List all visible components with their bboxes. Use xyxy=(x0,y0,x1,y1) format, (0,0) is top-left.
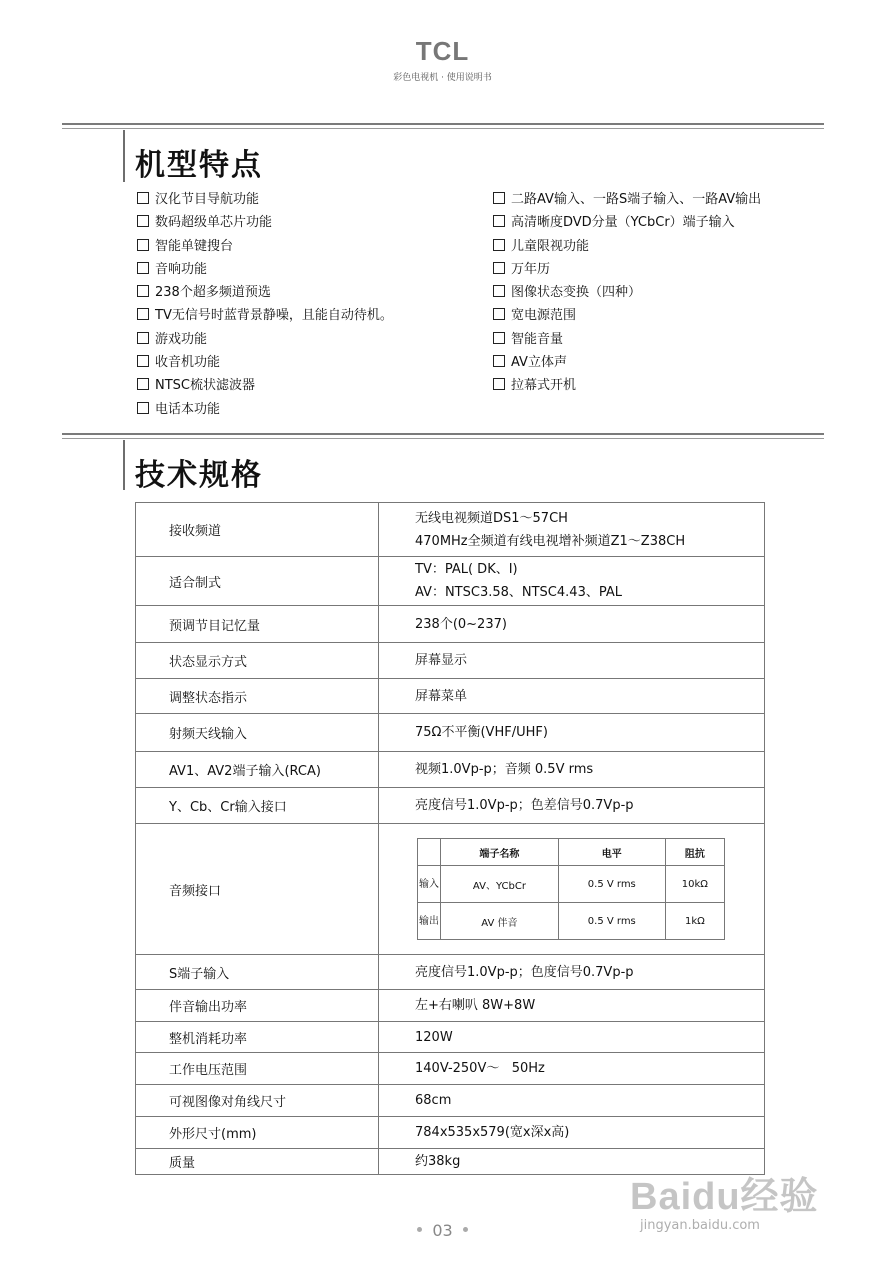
spec-value: 无线电视频道DS1～57CH 470MHz全频道有线电视增补频道Z1～Z38CH xyxy=(379,503,765,557)
spec-value: 亮度信号1.0Vp-p；色差信号0.7Vp-p xyxy=(379,788,765,824)
checkbox-icon xyxy=(493,192,505,204)
table-row xyxy=(136,1117,765,1149)
section-accent-bar xyxy=(123,440,125,490)
feature-item: 数码超级单芯片功能 xyxy=(137,211,393,234)
spec-value: 75Ω不平衡(VHF/UHF) xyxy=(379,714,765,752)
checkbox-icon xyxy=(137,308,149,320)
features-right-column xyxy=(493,188,761,398)
spec-value: 784x535x579(宽x深x高) xyxy=(379,1117,765,1149)
feature-item: 智能单键搜台 xyxy=(137,235,393,258)
table-cell: 1kΩ xyxy=(665,903,724,940)
spec-value: TV：PAL( DK、I) AV：NTSC3.58、NTSC4.43、PAL xyxy=(379,557,765,606)
table-row xyxy=(418,866,725,903)
feature-item: 宽电源范围 xyxy=(493,304,761,327)
checkbox-icon xyxy=(137,262,149,274)
feature-item: 收音机功能 xyxy=(137,351,393,374)
table-cell: 0.5 V rms xyxy=(558,903,665,940)
spec-value: 约38kg xyxy=(379,1149,765,1175)
feature-item: 238个超多频道预选 xyxy=(137,281,393,304)
feature-item: 万年历 xyxy=(493,258,761,281)
spec-value xyxy=(379,824,765,955)
table-row xyxy=(136,503,765,557)
spec-value: 亮度信号1.0Vp-p；色度信号0.7Vp-p xyxy=(379,955,765,990)
table-row xyxy=(136,1022,765,1053)
input-side-label: 输入 xyxy=(418,866,441,903)
feature-item: NTSC梳状滤波器 xyxy=(137,374,393,397)
checkbox-icon xyxy=(493,239,505,251)
checkbox-icon xyxy=(493,262,505,274)
spec-label: Y、Cb、Cr输入接口 xyxy=(136,788,379,824)
spec-label: 预调节目记忆量 xyxy=(136,606,379,643)
table-row xyxy=(136,643,765,679)
table-row xyxy=(418,903,725,940)
table-row xyxy=(136,1053,765,1085)
features-title: 机型特点 xyxy=(135,148,263,183)
checkbox-icon xyxy=(137,402,149,414)
table-row xyxy=(136,788,765,824)
checkbox-icon xyxy=(137,355,149,367)
spec-label: 适合制式 xyxy=(136,557,379,606)
checkbox-icon xyxy=(493,378,505,390)
feature-item: 高清晰度DVD分量（YCbCr）端子输入 xyxy=(493,211,761,234)
audio-interface-table xyxy=(417,838,725,940)
bullet-icon xyxy=(417,1227,422,1232)
table-row xyxy=(136,1085,765,1117)
table-header: 电平 xyxy=(558,839,665,866)
table-cell: 0.5 V rms xyxy=(558,866,665,903)
brand-logo: TCL xyxy=(415,36,470,66)
spec-label: S端子输入 xyxy=(136,955,379,990)
table-row xyxy=(136,824,765,955)
spec-label: 可视图像对角线尺寸 xyxy=(136,1085,379,1117)
spec-value: 68cm xyxy=(379,1085,765,1117)
checkbox-icon xyxy=(137,239,149,251)
table-row xyxy=(136,606,765,643)
feature-item: 图像状态变换（四种） xyxy=(493,281,761,304)
features-left-column xyxy=(137,188,393,421)
bullet-icon xyxy=(463,1227,468,1232)
checkbox-icon xyxy=(137,192,149,204)
spec-table xyxy=(135,502,765,1175)
table-row xyxy=(136,990,765,1022)
spec-label: 整机消耗功率 xyxy=(136,1022,379,1053)
section-divider xyxy=(62,433,824,439)
manual-subtitle: 彩色电视机 · 使用说明书 xyxy=(393,73,492,83)
feature-item: 电话本功能 xyxy=(137,398,393,421)
table-row xyxy=(136,679,765,714)
feature-item: AV立体声 xyxy=(493,351,761,374)
feature-item: 智能音量 xyxy=(493,328,761,351)
table-header: 阻抗 xyxy=(665,839,724,866)
feature-item: 二路AV输入、一路S端子输入、一路AV输出 xyxy=(493,188,761,211)
table-row xyxy=(136,714,765,752)
output-side-label: 输出 xyxy=(418,903,441,940)
section-divider xyxy=(62,123,824,129)
spec-value: 120W xyxy=(379,1022,765,1053)
spec-value: 238个(0~237) xyxy=(379,606,765,643)
checkbox-icon xyxy=(493,308,505,320)
checkbox-icon xyxy=(137,378,149,390)
checkbox-icon xyxy=(493,355,505,367)
feature-item: 游戏功能 xyxy=(137,328,393,351)
specs-title: 技术规格 xyxy=(135,458,263,493)
spec-label: 调整状态指示 xyxy=(136,679,379,714)
page-number: 03 xyxy=(0,1221,885,1240)
spec-label: 工作电压范围 xyxy=(136,1053,379,1085)
table-row xyxy=(418,839,725,866)
feature-item: 儿童限视功能 xyxy=(493,235,761,258)
feature-item: TV无信号时蓝背景静噪，且能自动待机。 xyxy=(137,304,393,327)
spec-value: 屏幕菜单 xyxy=(379,679,765,714)
spec-label: 状态显示方式 xyxy=(136,643,379,679)
watermark-url: jingyan.baidu.com xyxy=(640,1218,760,1233)
spec-value: 屏幕显示 xyxy=(379,643,765,679)
checkbox-icon xyxy=(493,285,505,297)
spec-value: 140V-250V～ 50Hz xyxy=(379,1053,765,1085)
spec-label: AV1、AV2端子输入(RCA) xyxy=(136,752,379,788)
spec-value: 左+右喇叭 8W+8W xyxy=(379,990,765,1022)
spec-label: 外形尺寸(mm) xyxy=(136,1117,379,1149)
spec-label: 音频接口 xyxy=(136,824,379,955)
feature-item: 汉化节目导航功能 xyxy=(137,188,393,211)
table-cell: AV 伴音 xyxy=(441,903,559,940)
checkbox-icon xyxy=(137,285,149,297)
spec-label: 质量 xyxy=(136,1149,379,1175)
section-accent-bar xyxy=(123,130,125,182)
table-row xyxy=(136,752,765,788)
table-header: 端子名称 xyxy=(441,839,559,866)
table-row xyxy=(136,955,765,990)
spec-label: 射频天线输入 xyxy=(136,714,379,752)
checkbox-icon xyxy=(493,332,505,344)
table-row xyxy=(136,557,765,606)
spec-label: 接收频道 xyxy=(136,503,379,557)
spec-label: 伴音输出功率 xyxy=(136,990,379,1022)
table-cell: AV、YCbCr xyxy=(441,866,559,903)
checkbox-icon xyxy=(137,332,149,344)
feature-item: 音响功能 xyxy=(137,258,393,281)
feature-item: 拉幕式开机 xyxy=(493,374,761,397)
table-cell: 10kΩ xyxy=(665,866,724,903)
checkbox-icon xyxy=(493,215,505,227)
watermark-logo: Baidu经验 xyxy=(630,1176,819,1218)
spec-value: 视频1.0Vp-p；音频 0.5V rms xyxy=(379,752,765,788)
checkbox-icon xyxy=(137,215,149,227)
